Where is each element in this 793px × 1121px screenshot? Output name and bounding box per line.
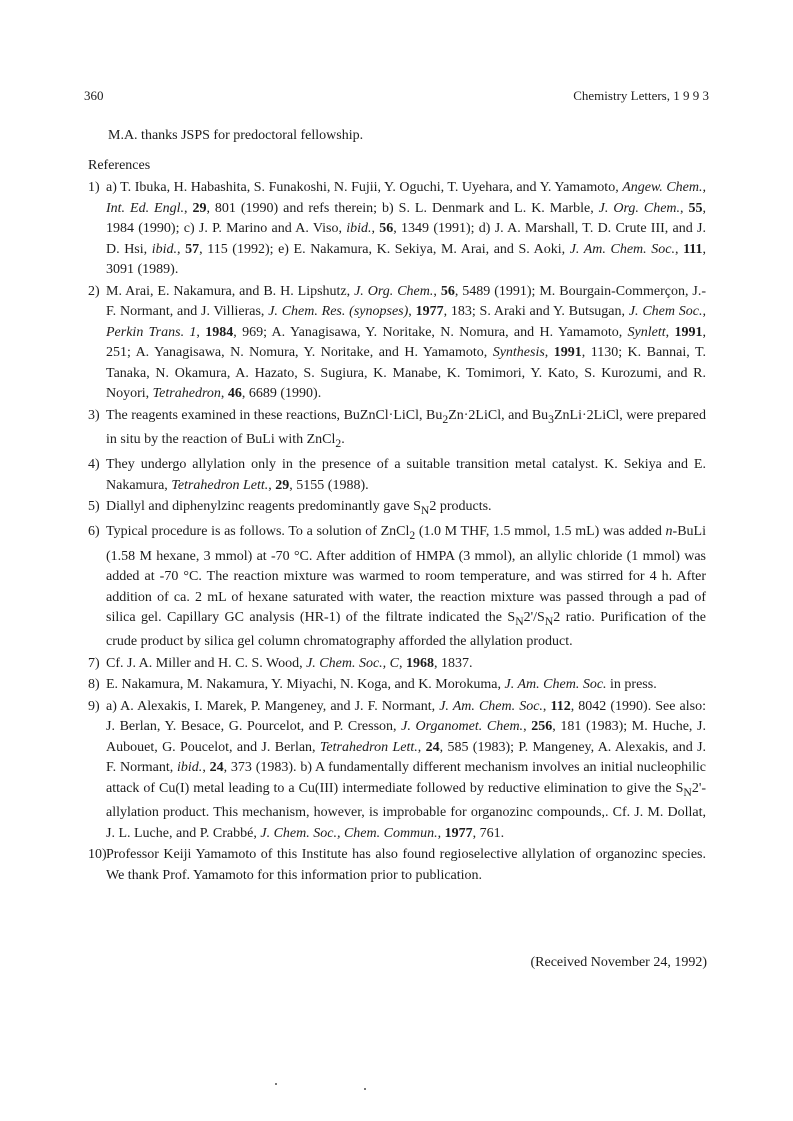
reference-number: 4) [88, 457, 100, 473]
reference-item [88, 497, 706, 521]
reference-text: E. Nakamura, M. Nakamura, Y. Miyachi, N. Koga, and K. Morokuma, J. Am. Chem. Soc. in press. [106, 677, 657, 693]
reference-item [88, 455, 706, 496]
reference-text: Cf. J. A. Miller and H. C. S. Wood, J. Chem. Soc., C, 1968, 1837. [106, 655, 473, 671]
reference-item [88, 845, 706, 886]
reference-text: Professor Keiji Yamamoto of this Institute has also found regioselective allylation of organozinc species. We thank Prof. Yamamoto for this information prior to publication. [106, 847, 706, 883]
reference-item [88, 178, 706, 281]
reference-item [88, 282, 706, 405]
journal-title: Chemistry Letters, 1 9 9 3 [573, 88, 709, 103]
reference-text: They undergo allylation only in the presence of a suitable transition metal catalyst. K. Sekiya and E. Nakamura, Tetrahedron Lett., 29, 5155 (1988). [106, 457, 706, 493]
reference-item [88, 697, 706, 844]
reference-item [88, 406, 706, 455]
reference-text: The reagents examined in these reactions, BuZnCl·LiCl, $Bu_2Zn\cdot 2LiCl$, and $Bu_3ZnLi\cdot 2LiCl$, were prepared in situ by the reaction of BuLi with ZnCl$_2$. [106, 407, 706, 450]
reference-item [88, 522, 706, 653]
scan-speck [364, 1088, 366, 1090]
received-date: (Received November 24, 1992) [530, 955, 707, 970]
reference-item [88, 654, 706, 675]
reference-number: 8) [88, 677, 100, 693]
page-header [84, 88, 709, 108]
acknowledgment: M.A. thanks JSPS for predoctoral fellowship. [108, 128, 364, 143]
reference-list [88, 178, 706, 887]
references-heading: References [88, 158, 151, 173]
reference-number: 6) [88, 524, 100, 540]
reference-number: 5) [88, 499, 100, 515]
reference-number: 3) [88, 407, 100, 423]
reference-number: 7) [88, 655, 100, 671]
reference-text: a) T. Ibuka, H. Habashita, S. Funakoshi, N. Fujii, Y. Oguchi, T. Uyehara, and Y. Yamamoto, Angew. Chem., Int. Ed. Engl., 29, 801 (1990) and refs therein; b) S. L. Denmark and L. K. Marble, J. Org. Chem., 55, 1984 (1990); c) J. P. Marino and A. Viso, ibid., 56, 1349 (1991); d) J. A. Marshall, T. D. Crute III, and J. D. Hsi, ibid., 57, 115 (1992); e) E. Nakamura, K. Sekiya, M. Arai, and S. Aoki, J. Am. Chem. Soc., 111, 3091 (1989). [106, 180, 707, 277]
reference-text: a) A. Alexakis, I. Marek, P. Mangeney, and J. F. Normant, J. Am. Chem. Soc., 112, 8042 (1990). See also: J. Berlan, Y. Besace, G. Pourcelot, and P. Cresson, J. Organomet. Chem., 256, 181 (1983); M. Huche, J. Aubouet, G. Poucelot, and J. Berlan, Tetrahedron Lett., 24, 585 (1983); P. Mangeney, A. Alexakis, and J. F. Normant, ibid., 24, 373 (1983). b) A fundamentally different mechanism involves an initial nucleophilic attack of Cu(I) metal leading to a Cu(III) intermediate followed by reductive elimination to give the $S_N2'$-allylation product. This mechanism, however, is improbable for organozinc compounds,. Cf. J. M. Dollat, J. L. Luche, and P. Crabbé, J. Chem. Soc., Chem. Commun., 1977, 761. [106, 698, 707, 841]
reference-text: Diallyl and diphenylzinc reagents predominantly gave $S_N2$ products. [106, 499, 492, 517]
reference-number: 2) [88, 283, 100, 299]
reference-number: 9) [88, 698, 100, 714]
page-number: 360 [84, 88, 104, 103]
reference-number: 10) [88, 847, 107, 863]
reference-text: Typical procedure is as follows. To a solution of ZnCl$_2$ (1.0 M THF, 1.5 mmol, 1.5 mL) was added n-BuLi (1.58 M hexane, 3 mmol) at -70 °C. After addition of HMPA (3 mmol), an allylic chloride (1 mmol) was added at -70 °C. The reaction mixture was warmed to room temperature, and was stirred for 4 h. After addition of ca. 2 mL of hexane saturated with water, the reaction mixture was passed through a pad of silica gel. Capillary GC analysis (HR-1) of the filtrate indicated the $S_N2'/S_N2$ ratio. Purification of the crude product by silica gel column chromatography afforded the allylation product. [106, 524, 706, 650]
reference-text: M. Arai, E. Nakamura, and B. H. Lipshutz, J. Org. Chem., 56, 5489 (1991); M. Bourgain-Commerçon, J.-F. Normant, and J. Villieras, J. Chem. Res. (synopses), 1977, 183; S. Araki and Y. Butsugan, J. Chem Soc., Perkin Trans. 1, 1984, 969; A. Yanagisawa, Y. Noritake, N. Nomura, and H. Yamamoto, Synlett, 1991, 251; A. Yanagisawa, N. Nomura, Y. Noritake, and H. Yamamoto, Synthesis, 1991, 1130; K. Bannai, T. Tanaka, N. Okamura, A. Hazato, S. Sugiura, K. Manabe, K. Tomimori, Y. Kato, S. Kurozumi, and R. Noyori, Tetrahedron, 46, 6689 (1990). [106, 283, 707, 401]
reference-item [88, 675, 706, 696]
reference-number: 1) [88, 180, 100, 195]
scan-speck [275, 1083, 277, 1085]
